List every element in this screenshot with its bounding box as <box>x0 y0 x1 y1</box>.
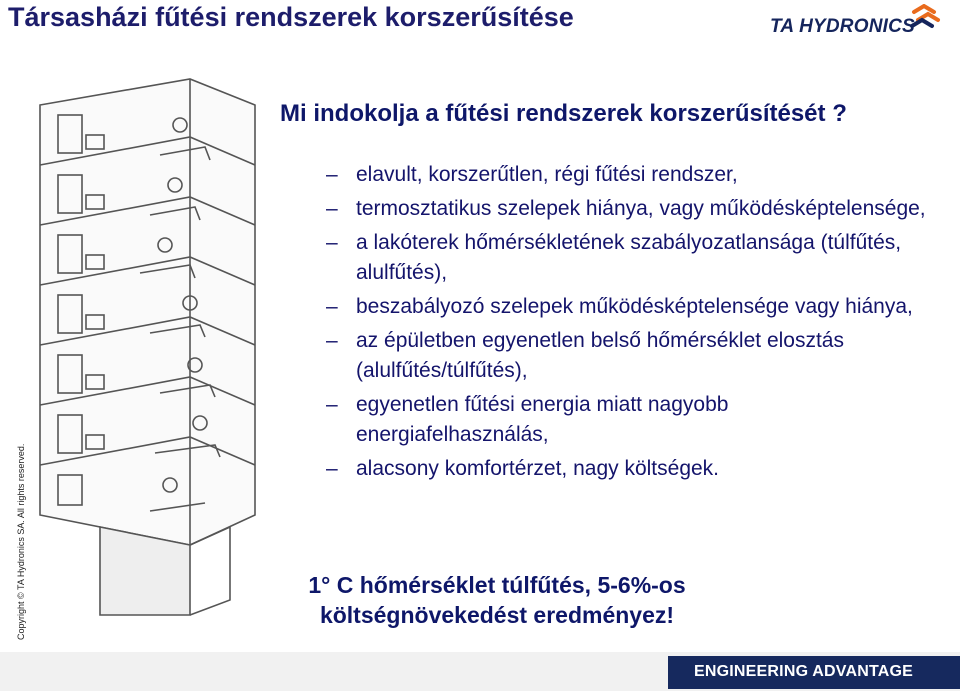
bullet-marker: – <box>326 295 338 318</box>
bullet-marker: – <box>326 231 338 254</box>
list-item-text: beszabályozó szelepek működésképtelensége vagy hiánya, <box>356 295 913 318</box>
list-item-text: alacsony komfortérzet, nagy költségek. <box>356 457 720 480</box>
bullet-marker: – <box>326 329 338 352</box>
list-item <box>326 292 926 322</box>
logo-text: TA HYDRONICS <box>770 16 915 37</box>
copyright-notice: Copyright © TA Hydronics SA. All rights reserved. <box>16 443 26 640</box>
bullet-marker: – <box>326 393 338 416</box>
list-item <box>326 326 926 386</box>
list-item <box>326 390 926 450</box>
footer-tagline: ENGINEERING ADVANTAGE <box>694 663 914 680</box>
company-logo <box>770 4 945 38</box>
list-item <box>326 194 926 224</box>
ta-hydronics-logo-icon <box>908 4 942 34</box>
page-title: Társasházi fűtési rendszerek korszerűsítése <box>8 2 574 32</box>
list-item-text: termosztatikus szelepek hiánya, vagy működésképtelensége, <box>356 197 926 220</box>
list-item <box>326 228 926 288</box>
footer-tagline-box <box>668 656 960 689</box>
reason-list <box>326 160 926 488</box>
list-item-text: elavult, korszerűtlen, régi fűtési rendszer, <box>356 163 738 186</box>
list-item-text: egyenetlen fűtési energia miatt nagyobb energiafelhasználás, <box>356 393 729 446</box>
list-item-text: az épületben egyenetlen belső hőmérséklet elosztás (alulfűtés/túlfűtés), <box>356 329 844 382</box>
list-item <box>326 454 926 484</box>
list-item-text: a lakóterek hőmérsékletének szabályozatlansága (túlfűtés, alulfűtés), <box>356 231 902 284</box>
conclusion-text: 1° C hőmérséklet túlfűtés, 5-6%-os költségnövekedést eredményez! <box>308 572 686 628</box>
bullet-marker: – <box>326 197 338 220</box>
list-item <box>326 160 926 190</box>
apartment-building-illustration <box>30 75 270 635</box>
bullet-marker: – <box>326 457 338 480</box>
footer-bar <box>0 652 960 691</box>
section-subtitle: Mi indokolja a fűtési rendszerek korszerűsítését ? <box>280 100 847 127</box>
bullet-marker: – <box>326 163 338 186</box>
